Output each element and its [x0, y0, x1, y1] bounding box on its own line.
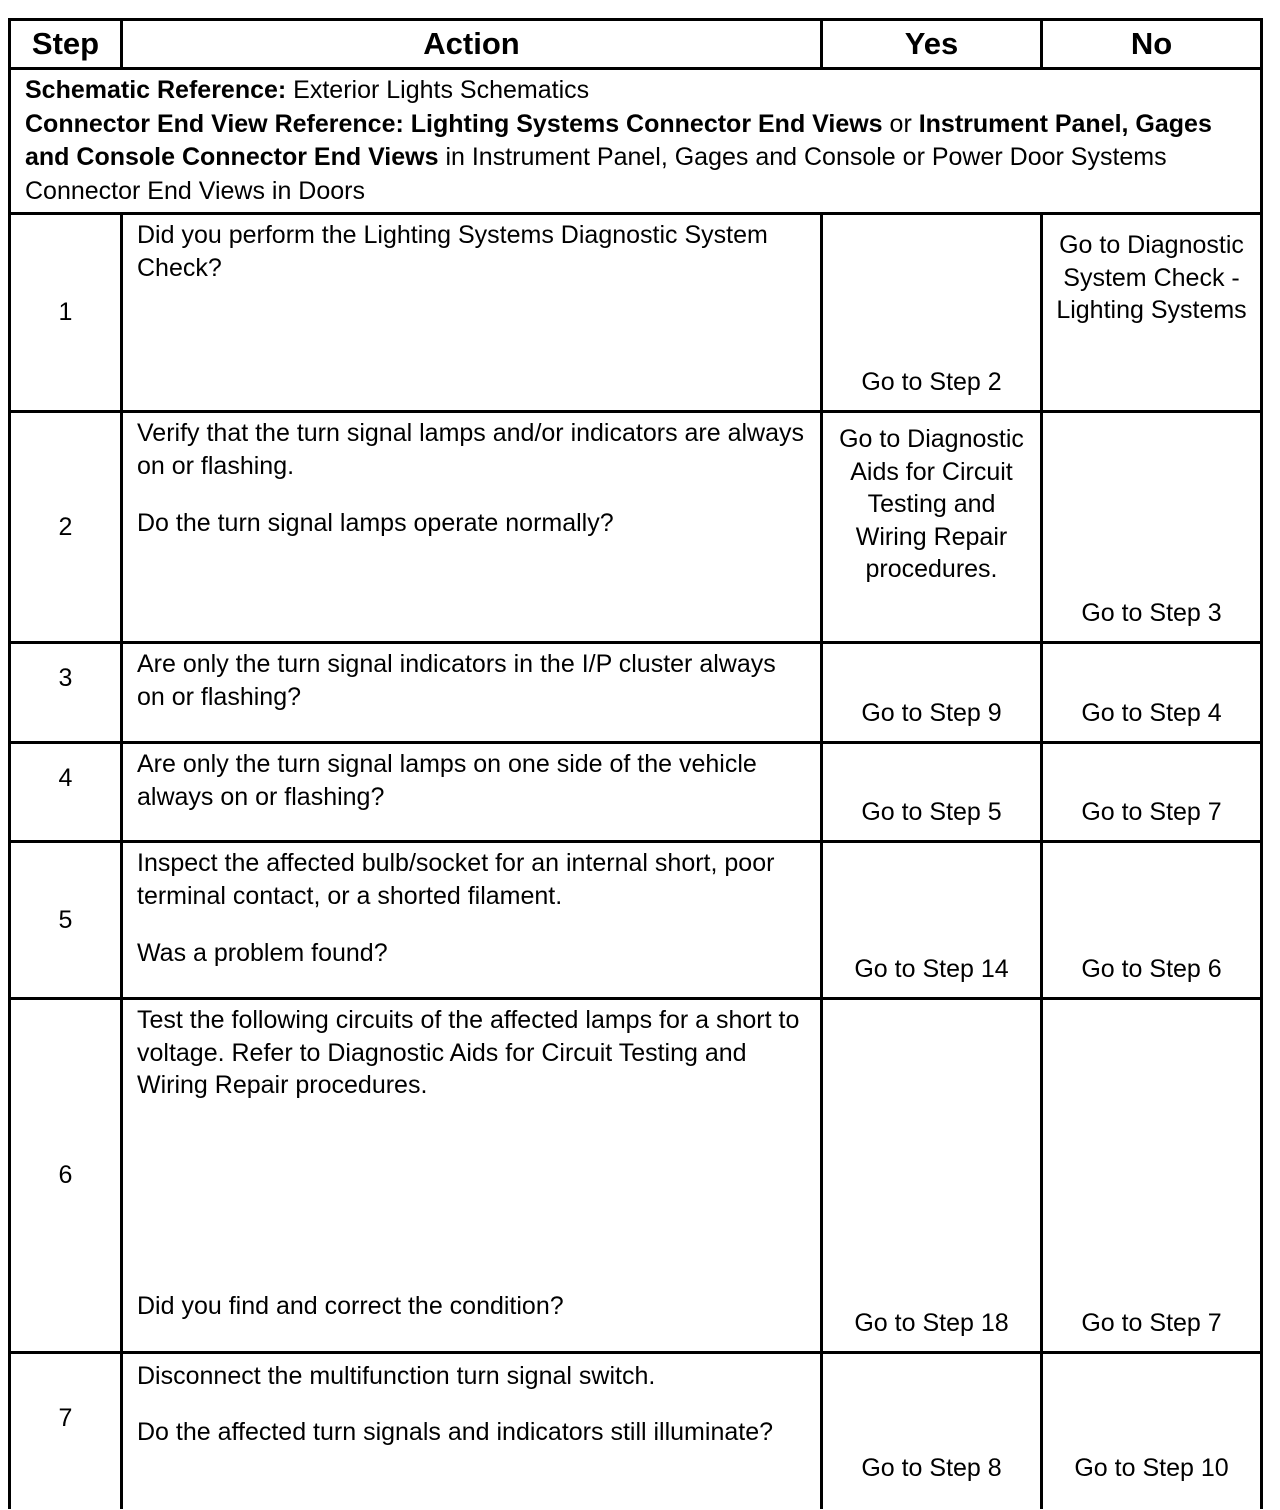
step-number: 3: [10, 643, 122, 743]
yes-result: Go to Step 5: [822, 743, 1042, 842]
no-result: Go to Diagnostic System Check - Lighting Systems: [1042, 214, 1262, 412]
no-result: Go to Step 3: [1042, 412, 1262, 643]
connector-reference-label: Connector End View Reference: Lighting Systems Connector End Views: [25, 109, 883, 138]
yes-result: Go to Step 9: [822, 643, 1042, 743]
no-result: Go to Step 7: [1042, 743, 1262, 842]
table-row: [10, 743, 1262, 842]
action-text: Inspect the affected bulb/socket for an internal short, poor terminal contact, or a shorted filament. Was a problem found?: [122, 842, 822, 999]
step-number: 5: [10, 842, 122, 999]
step-number: 2: [10, 412, 122, 643]
step-number: 6: [10, 999, 122, 1353]
header-action: Action: [122, 20, 822, 69]
reference-cell: [10, 69, 1262, 214]
no-result: Go to Step 10: [1042, 1353, 1262, 1509]
action-question: Was a problem found?: [137, 939, 388, 967]
table-row: [10, 1353, 1262, 1509]
connector-reference-or: or: [882, 109, 919, 138]
header-yes: Yes: [822, 20, 1042, 69]
connector-reference-bold: Instrument Panel, Gages and Console Connector End Views: [25, 109, 1212, 171]
table-row: [10, 214, 1262, 412]
header-row: [10, 20, 1262, 69]
table-row: [10, 999, 1262, 1353]
header-step: Step: [10, 20, 122, 69]
yes-result: Go to Step 14: [822, 842, 1042, 999]
header-no: No: [1042, 20, 1262, 69]
no-result: Go to Step 4: [1042, 643, 1262, 743]
schematic-reference-value: Exterior Lights Schematics: [286, 76, 590, 104]
action-text: Test the following circuits of the affected lamps for a short to voltage. Refer to Diagnostic Aids for Circuit Testing and Wiring Repair procedures. Did you find and correct the condition?: [122, 999, 822, 1353]
step-number: 1: [10, 214, 122, 412]
action-question: Did you find and correct the condition?: [137, 1292, 564, 1320]
action-text: Verify that the turn signal lamps and/or indicators are always on or flashing. Do the turn signal lamps operate normally?: [122, 412, 822, 643]
no-result: Go to Step 6: [1042, 842, 1262, 999]
yes-result: Go to Step 18: [822, 999, 1042, 1353]
reference-row: [10, 69, 1262, 214]
step-number: 4: [10, 743, 122, 842]
yes-result: Go to Step 8: [822, 1353, 1042, 1509]
step-number: 7: [10, 1353, 122, 1509]
table-row: [10, 643, 1262, 743]
connector-reference-rest: in Instrument Panel, Gages and Console or Power Door Systems Connector End Views in Doors: [25, 143, 1167, 205]
schematic-reference-label: Schematic Reference:: [25, 76, 287, 104]
diagnostic-table: [8, 18, 1263, 1509]
yes-result: Go to Diagnostic Aids for Circuit Testing and Wiring Repair procedures.: [822, 412, 1042, 643]
action-text: Disconnect the multifunction turn signal switch. Do the affected turn signals and indicators still illuminate?: [122, 1353, 822, 1509]
action-question: Do the affected turn signals and indicators still illuminate?: [137, 1418, 773, 1446]
table-row: [10, 412, 1262, 643]
no-result: Go to Step 7: [1042, 999, 1262, 1353]
yes-result: Go to Step 2: [822, 214, 1042, 412]
action-text: Are only the turn signal indicators in the I/P cluster always on or flashing?: [122, 643, 822, 743]
action-question: Do the turn signal lamps operate normally?: [137, 509, 614, 537]
table-row: [10, 842, 1262, 999]
action-text: Did you perform the Lighting Systems Diagnostic System Check?: [122, 214, 822, 412]
action-text: Are only the turn signal lamps on one side of the vehicle always on or flashing?: [122, 743, 822, 842]
